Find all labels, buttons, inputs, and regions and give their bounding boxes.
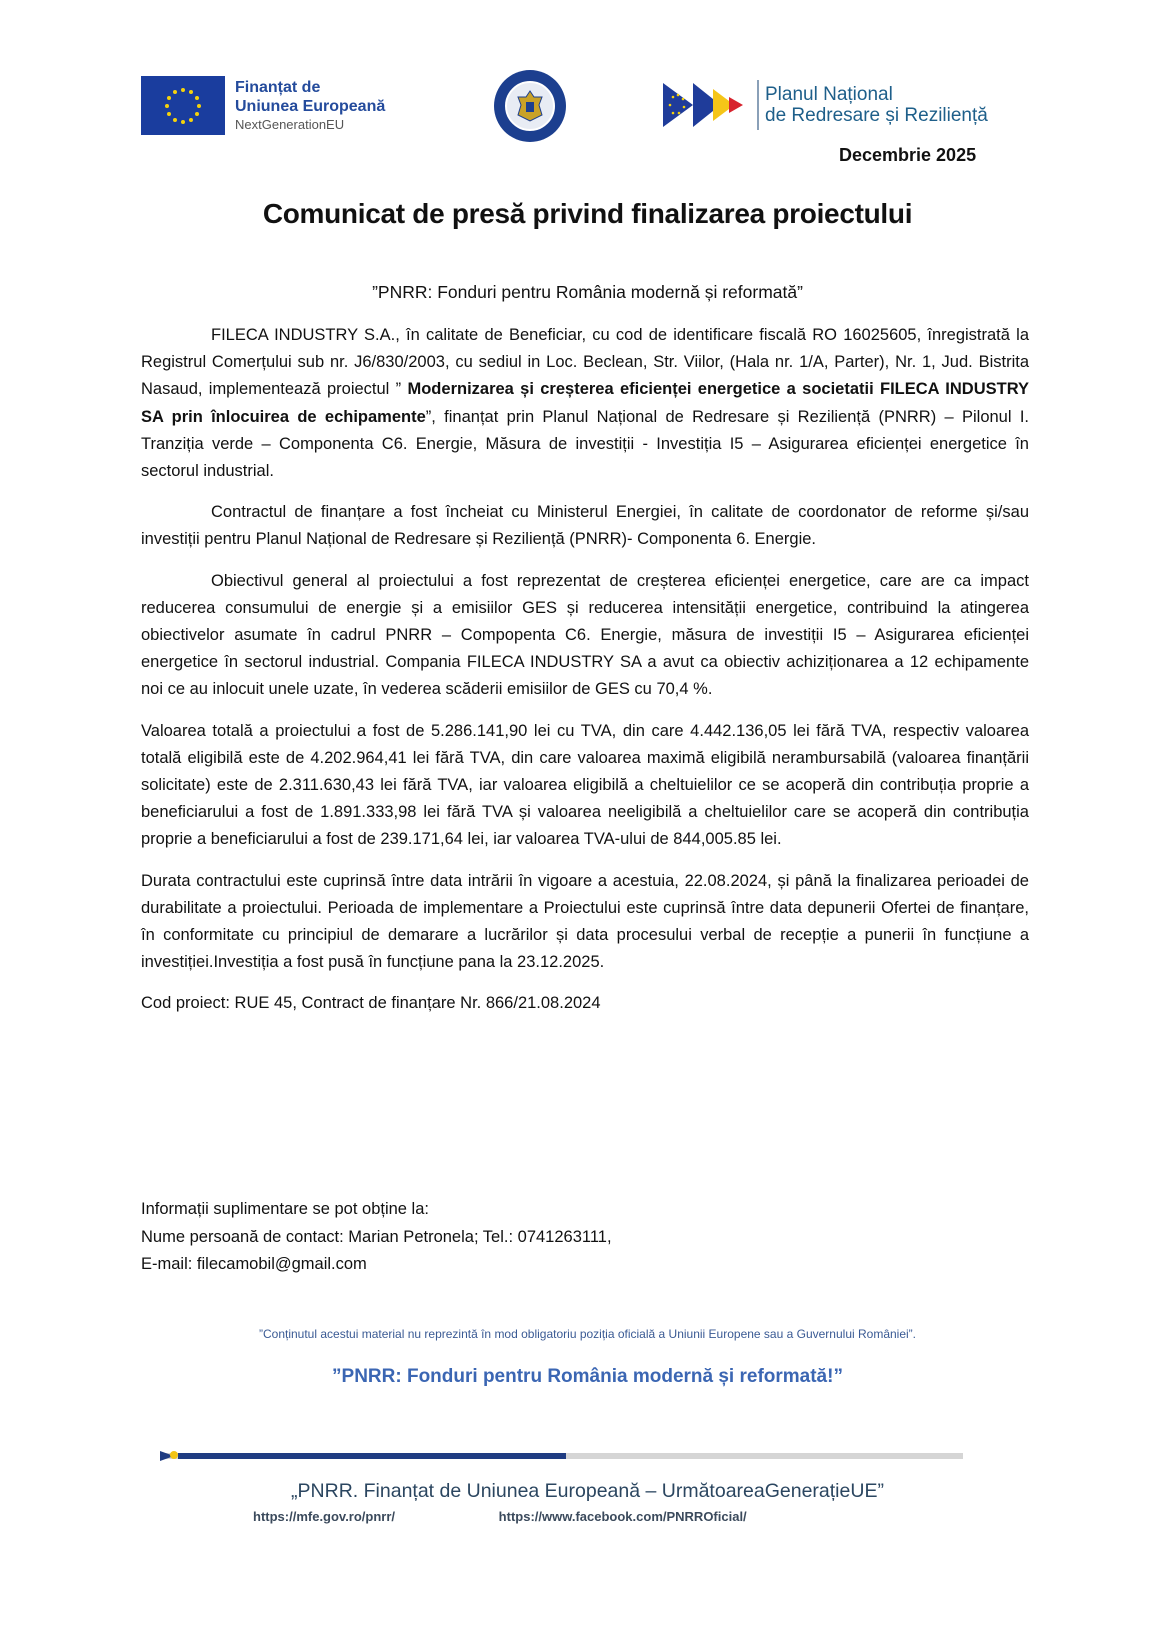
pnrr-logo: [663, 80, 988, 130]
contact-person: Nume persoană de contact: Marian Petronela; Tel.: 0741263111,: [141, 1227, 612, 1246]
paragraph-project-code: Cod proiect: RUE 45, Contract de finanțare Nr. 866/21.08.2024: [141, 994, 601, 1013]
pnrr-logo-divider: [757, 80, 759, 130]
link-mfe[interactable]: https://mfe.gov.ro/pnrr/: [253, 1509, 396, 1524]
paragraph-text: ”, finanțat prin Planul Național de Redresare și Reziliență (PNRR) – Pilonul I. Tranziția verde – Componenta C6. Energie, Măsura de investiții - Investiția I5 – Asigurarea eficienței energetice în sectorul industrial.: [141, 407, 1029, 481]
eu-logo-line2: Uniunea Europeană: [235, 98, 386, 115]
disclaimer: ”Conținutul acestui material nu reprezintă în mod obligatoriu poziția oficială a Uniunii Europene sau a Guvernului României”.: [258, 1327, 917, 1341]
document-date: Decembrie 2025: [839, 145, 977, 165]
project-name: Modernizarea și creșterea eficienței energetice a societatii FILECA INDUSTRY SA prin înlocuirea de echipamente: [141, 380, 1030, 426]
eu-logo-line1: Finanțat de: [235, 79, 321, 96]
paragraph-contract: Contractul de finanțare a fost încheiat cu Ministerul Energiei, în calitate de coordonator de reforme și/sau investiții pentru Planul Național de Redresare și Reziliență (PNRR)- Componenta 6. Energie.: [141, 503, 1029, 549]
eu-flag-icon: [141, 76, 225, 135]
paragraph-objective: Obiectivul general al proiectului a fost reprezentat de creșterea eficienței energetice, care are ca impact reducerea consumului de energie și a emisiilor GES și reducerea intensității energetice, contribuind la atingerea obiectivelor asumate în cadrul PNRR – Compopenta C6. Energie, măsura de investiții I5 – Asigurarea eficienței energetice în sectorul industrial. Compania FILECA INDUSTRY SA a avut ca obiectiv achiziționarea a 12 echipamente noi ce au inlocuit unele uzate, în vederea scăderii emisiilor de GES cu 70,4 %.: [141, 571, 1029, 699]
eu-funding-logo: [141, 76, 385, 135]
slogan: ”PNRR: Fonduri pentru România modernă și reformată!”: [332, 1366, 843, 1387]
romanian-government-seal-icon: [494, 70, 566, 142]
contact-intro: Informații suplimentare se pot obține la:: [141, 1200, 429, 1218]
footer-bar-fill: [178, 1453, 566, 1459]
paragraph-beneficiary: [141, 322, 1029, 485]
page-title: Comunicat de presă privind finalizarea proiectului: [262, 198, 913, 229]
pnrr-arrows-icon: [663, 81, 751, 129]
pnrr-logo-line1: Planul Național: [765, 84, 893, 105]
pnrr-logo-line2: de Redresare și Reziliență: [765, 105, 988, 126]
footer-title: „PNRR. Finanțat de Uniunea Europeană – UrmătoareaGenerațieUE”: [291, 1480, 884, 1502]
eu-logo-line3: NextGenerationEU: [235, 117, 345, 132]
link-facebook[interactable]: https://www.facebook.com/PNRROficial/: [498, 1509, 747, 1524]
paragraph-duration: Durata contractului este cuprinsă între data intrării în vigoare a acestuia, 22.08.2024, și până la finalizarea perioadei de durabilitate a proiectului. Perioada de implementare a Proiectului este cuprinsă între data depunerii Ofertei de finanțare, în conformitate cu principiul de demarare a lucrărilor și data procesului verbal de recepție a punerii în funcțiune a investiției.Investiția a fost pusă în funcțiune pana la 23.12.2025.: [141, 871, 1029, 972]
paragraph-text: FILECA INDUSTRY S.A., în calitate de Beneficiar, cu cod de identificare fiscală RO 16025605, înregistrată la Registrul Comerțului sub nr. J6/830/2003, cu sediul in Loc. Beclean, Str. Viilor, (Hala nr. 1/A, Parter), Nr. 1, Jud. Bistrita Nasaud, implementează proiectul ”: [141, 326, 1029, 399]
paragraph-values: Valoarea totală a proiectului a fost de 5.286.141,90 lei cu TVA, din care 4.442.136,05 lei fără TVA, respectiv valoarea totală eligibilă este de 4.202.964,41 lei fără TVA, din care valoarea maximă eligibilă nerambursabilă (valoarea finanțării solicitate) este de 2.311.630,43 lei fără TVA, iar valoarea eligibilă a cheltuielilor ce se acoperă din contribuția proprie a beneficiarului a fost de 1.891.333,98 lei fără TVA și valoarea neeligibilă a cheltuielilor care se acoperă din contribuția proprie a beneficiarului a fost de 239.171,64 lei, iar valoarea TVA-ului de 844,005.85 lei.: [141, 721, 1029, 849]
footer-links: [253, 1509, 747, 1524]
document-header: [0, 0, 1175, 170]
page-subtitle: ”PNRR: Fonduri pentru România modernă și reformată”: [372, 282, 803, 302]
document-body: [141, 322, 1029, 1032]
footer-star-icon: [170, 1451, 178, 1459]
contact-email: E-mail: filecamobil@gmail.com: [141, 1255, 367, 1273]
contact-info: [141, 1196, 612, 1279]
footer-progress-bar: [160, 1453, 963, 1459]
